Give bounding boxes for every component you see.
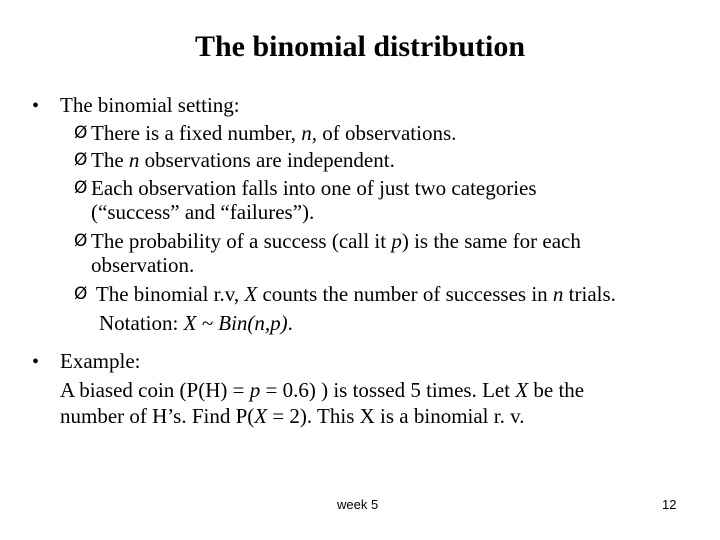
- setting-item-4: The probability of a success (call it p) is the same for each: [91, 229, 581, 253]
- example-heading: Example:: [60, 349, 141, 373]
- arrow-bullet-icon: Ø: [74, 178, 88, 198]
- footer-week: week 5: [337, 497, 379, 512]
- setting-item-4-continuation: observation.: [91, 253, 195, 277]
- setting-heading: The binomial setting:: [60, 93, 240, 117]
- bullet-marker: •: [32, 95, 40, 117]
- arrow-bullet-icon: Ø: [74, 231, 88, 251]
- bullet-marker: •: [32, 351, 40, 373]
- notation-line: Notation: X ~ Bin(n,p).: [99, 311, 293, 335]
- setting-item-3-continuation: (“success” and “failures”).: [91, 200, 315, 224]
- example-line-2: number of H’s. Find P(X = 2). This X is a binomial r. v.: [60, 404, 525, 428]
- arrow-bullet-icon: Ø: [74, 123, 88, 143]
- setting-item-2: The n observations are independent.: [91, 148, 395, 172]
- example-line-1: A biased coin (P(H) = p = 0.6) ) is tossed 5 times. Let X be the: [60, 378, 585, 402]
- slide-title: The binomial distribution: [194, 30, 526, 63]
- page-number: 12: [662, 497, 677, 512]
- arrow-bullet-icon: Ø: [74, 150, 88, 170]
- setting-item-3: Each observation falls into one of just two categories: [91, 176, 537, 200]
- arrow-bullet-icon: Ø: [74, 284, 88, 304]
- setting-item-1: There is a fixed number, n, of observations.: [91, 121, 457, 145]
- setting-item-5: The binomial r.v, X counts the number of successes in n trials.: [91, 282, 616, 306]
